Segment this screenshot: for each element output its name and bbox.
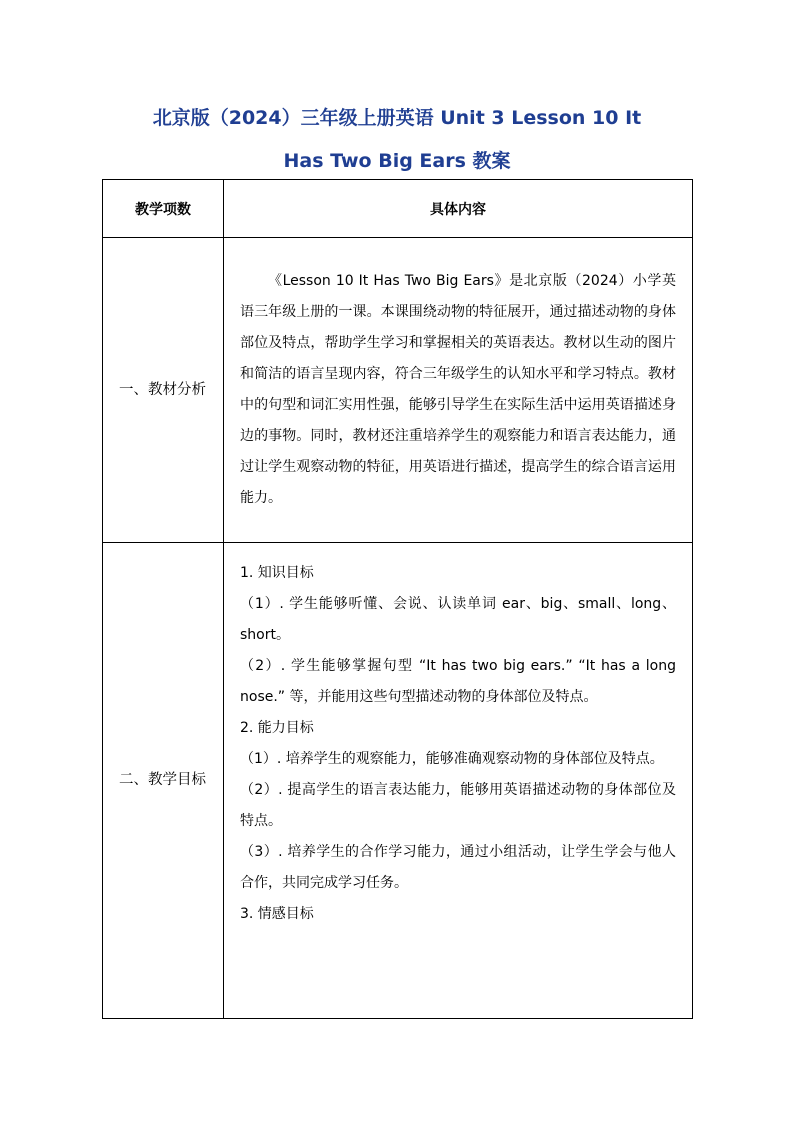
row-content-material-analysis: [224, 238, 693, 543]
objective-ability-item-2: （2）. 提高学生的语言表达能力，能够用英语描述动物的身体部位及特点。: [240, 782, 676, 829]
lesson-plan-table: [102, 179, 693, 1019]
row-label-material-analysis: 一、教材分析: [103, 238, 224, 543]
objective-ability-item-1: （1）. 培养学生的观察能力，能够准确观察动物的身体部位及特点。: [240, 751, 664, 767]
row-content-teaching-objectives: [224, 543, 693, 1019]
objective-knowledge-item-2: （2）. 学生能够掌握句型 “It has two big ears.” “It has a long nose.” 等，并能用这些句型描述动物的身体部位及特点。: [240, 658, 676, 705]
objective-emotion-heading: 3. 情感目标: [240, 906, 314, 922]
objective-ability-item-3: （3）. 培养学生的合作学习能力，通过小组活动，让学生学会与他人合作，共同完成学习任务。: [240, 844, 676, 891]
header-content: 具体内容: [224, 180, 693, 238]
objective-ability-heading: 2. 能力目标: [240, 720, 314, 736]
table-row: [103, 238, 693, 543]
material-analysis-paragraph: 《Lesson 10 It Has Two Big Ears》是北京版（2024）小学英语三年级上册的一课。本课围绕动物的特征展开，通过描述动物的身体部位及特点，帮助学生学习和掌握相关的英语表达。教材以生动的图片和简洁的语言呈现内容，符合三年级学生的认知水平和学习特点。教材中的句型和词汇实用性强，能够引导学生在实际生活中运用英语描述身边的事物。同时，教材还注重培养学生的观察能力和语言表达能力，通过让学生观察动物的特征，用英语进行描述，提高学生的综合语言运用能力。: [240, 273, 676, 506]
objective-knowledge-item-1: （1）. 学生能够听懂、会说、认读单词 ear、big、small、long、short。: [240, 596, 676, 643]
header-item-type: 教学项数: [103, 180, 224, 238]
row-label-teaching-objectives: 二、教学目标: [103, 543, 224, 1019]
table-row: [103, 543, 693, 1019]
document-title-line-1: 北京版（2024）三年级上册英语 Unit 3 Lesson 10 It: [152, 107, 642, 129]
objective-knowledge-heading: 1. 知识目标: [240, 565, 314, 581]
table-header-row: [103, 180, 693, 238]
document-title-line-2: Has Two Big Ears 教案: [283, 150, 511, 172]
